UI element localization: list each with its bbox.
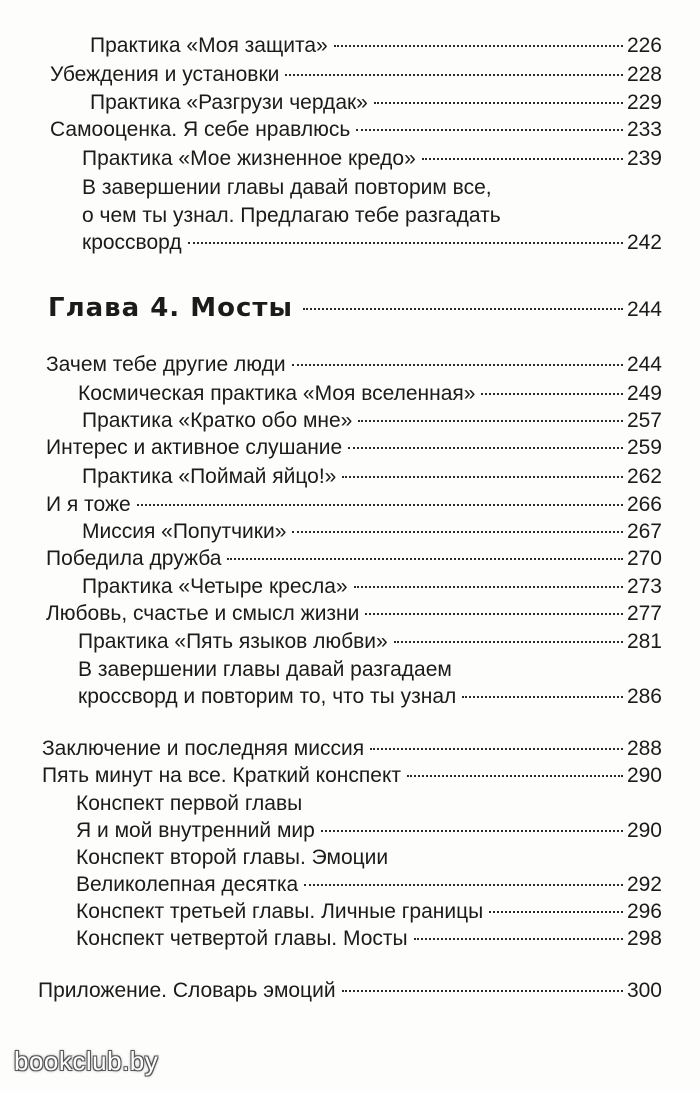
dot-leader (489, 911, 623, 913)
toc-entry-title-line: о чем ты узнал. Предлагаю тебе разгадать (82, 204, 501, 227)
toc-entry-title: Победила дружба (46, 547, 222, 570)
toc-entry-page: 242 (626, 231, 662, 254)
toc-entry-page: 270 (626, 547, 662, 570)
toc-entry-page: 290 (626, 764, 662, 787)
toc-entry-page: 288 (626, 737, 662, 760)
dot-leader (365, 613, 623, 615)
toc-entry-title: Практика «Мое жизненное кредо» (82, 147, 416, 170)
toc-entry-title: Конспект четвертой главы. Мосты (76, 927, 408, 950)
site-watermark: bookclub.by (14, 1046, 159, 1076)
dot-leader (356, 129, 623, 131)
toc-entry (78, 684, 662, 710)
toc-entry (42, 763, 662, 789)
dot-leader (342, 476, 623, 478)
toc-entry-title: Интерес и активное слушание (46, 436, 343, 459)
toc-entry-page: 286 (626, 685, 662, 708)
toc-entry (46, 546, 662, 572)
chapter-heading (48, 292, 662, 324)
dot-leader (414, 938, 623, 940)
toc-entry-page: 292 (626, 873, 662, 896)
toc-entry-title: Я и мой внутренний мир (76, 819, 315, 842)
toc-entry-title: Приложение. Словарь эмоций (38, 979, 336, 1002)
toc-entry-page: 290 (626, 819, 662, 842)
toc-entry (82, 230, 662, 256)
toc-entry-page: 273 (626, 575, 662, 598)
toc-entry-page: 262 (626, 465, 662, 488)
dot-leader (227, 558, 622, 560)
toc-entry-title: Пять минут на все. Краткий конспект (42, 764, 401, 787)
toc-entry-page: 244 (626, 353, 662, 376)
dot-leader (342, 990, 623, 992)
toc-entry (76, 872, 662, 898)
toc-entry (76, 899, 662, 925)
toc-entry (78, 381, 662, 407)
toc-entry (82, 146, 662, 172)
toc-entry-title: Практика «Поймай яйцо!» (82, 465, 337, 488)
toc-entry-page: 233 (626, 118, 662, 141)
toc-entry-title: Самооценка. Я себе нравлюсь (50, 118, 351, 141)
dot-leader (292, 531, 623, 533)
dot-leader (407, 775, 623, 777)
dot-leader (304, 884, 623, 886)
toc-entry-title: И я тоже (46, 493, 131, 516)
dot-leader (462, 696, 623, 698)
toc-entry-title: Миссия «Попутчики» (82, 520, 287, 543)
toc-entry-title-line: Конспект первой главы (76, 792, 303, 815)
toc-entry (90, 33, 662, 59)
dot-leader (374, 102, 623, 104)
toc-entry-page: 277 (626, 602, 662, 625)
toc-entry-title: Заключение и последняя миссия (42, 737, 365, 760)
toc-entry-title: Любовь, счастье и смысл жизни (46, 602, 360, 625)
toc-entry (46, 601, 662, 627)
toc-entry (82, 574, 662, 600)
toc-entry-title: Практика «Моя защита» (90, 34, 328, 57)
toc-entry (82, 464, 662, 490)
toc-entry-page: 257 (626, 409, 662, 432)
dot-leader (321, 830, 623, 832)
dot-leader (358, 420, 623, 422)
chapter-title: Глава 4. Мосты (48, 293, 293, 323)
toc-entry-title: Космическая практика «Моя вселенная» (78, 382, 476, 405)
toc-entry (76, 818, 662, 844)
toc-entry-page: 239 (626, 147, 662, 170)
toc-entry-page: 228 (626, 63, 662, 86)
toc-entry-page: 281 (626, 630, 662, 653)
toc-entry-title: Убеждения и установки (50, 63, 280, 86)
toc-entry-title: кроссворд и повторим то, что ты узнал (78, 685, 457, 708)
dot-leader (303, 308, 623, 310)
toc-entry (76, 926, 662, 952)
toc-entry (90, 90, 662, 116)
toc-entry-page: 300 (626, 979, 662, 1002)
chapter-page: 244 (626, 298, 662, 321)
toc-entry-title-line: В завершении главы давай разгадаем (78, 658, 452, 681)
toc-entry (50, 117, 662, 143)
toc-entry-page: 296 (626, 900, 662, 923)
toc-entry (46, 352, 662, 378)
dot-leader (422, 158, 623, 160)
toc-entry-title: кроссворд (82, 231, 182, 254)
toc-entry (42, 736, 662, 762)
toc-entry (46, 435, 662, 461)
toc-entry (38, 978, 662, 1004)
toc-entry (82, 408, 662, 434)
toc-entry-page: 298 (626, 927, 662, 950)
toc-entry-title-line: В завершении главы давай повторим все, (82, 176, 492, 199)
toc-entry-title-line: Конспект второй главы. Эмоции (76, 846, 389, 869)
toc-entry-title: Конспект третьей главы. Личные границы (76, 900, 484, 923)
toc-entry-title: Практика «Кратко обо мне» (82, 409, 353, 432)
toc-entry-title: Практика «Разгрузи чердак» (90, 91, 368, 114)
dot-leader (334, 45, 623, 47)
toc-entry-page: 249 (626, 382, 662, 405)
toc-entry (50, 62, 662, 88)
toc-entry (46, 492, 662, 518)
toc-entry-title: Великолепная десятка (76, 873, 299, 896)
dot-leader (348, 447, 623, 449)
toc-entry (78, 629, 662, 655)
toc-entry-title: Практика «Четыре кресла» (82, 575, 348, 598)
toc-entry-title: Практика «Пять языков любви» (78, 630, 388, 653)
toc-entry-page: 267 (626, 520, 662, 543)
toc-entry-page: 259 (626, 436, 662, 459)
dot-leader (394, 641, 623, 643)
dot-leader (137, 504, 623, 506)
toc-entry-page: 266 (626, 493, 662, 516)
dot-leader (354, 586, 623, 588)
toc-entry-page: 229 (626, 91, 662, 114)
toc-entry-title: Зачем тебе другие люди (46, 353, 286, 376)
toc-entry (82, 519, 662, 545)
dot-leader (292, 364, 623, 366)
dot-leader (188, 242, 623, 244)
dot-leader (481, 393, 623, 395)
dot-leader (370, 748, 623, 750)
dot-leader (285, 74, 623, 76)
toc-entry-page: 226 (626, 34, 662, 57)
